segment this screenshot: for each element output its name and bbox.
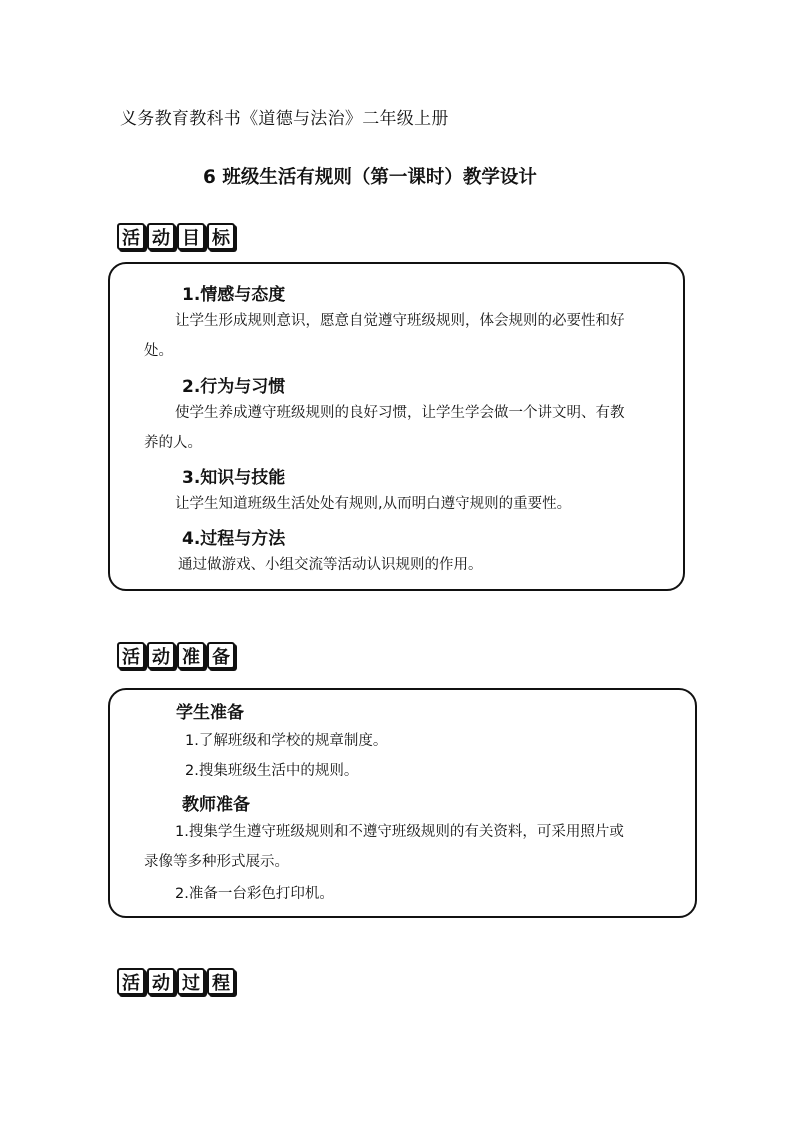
badge-char: 目 <box>177 223 205 250</box>
badge-char: 活 <box>117 968 145 995</box>
document-subtitle: 义务教育教科书《道德与法治》二年级上册 <box>120 109 449 129</box>
badge-char: 动 <box>147 642 175 669</box>
student-prep-heading: 学生准备 <box>176 703 244 723</box>
badge-char: 程 <box>207 968 235 995</box>
badge-char: 动 <box>147 968 175 995</box>
objective-text-2a: 使学生养成遵守班级规则的良好习惯，让学生学会做一个讲文明、有教 <box>175 405 625 421</box>
student-prep-item-1: 1.了解班级和学校的规章制度。 <box>185 733 388 749</box>
objective-heading-2: 2.行为与习惯 <box>182 377 286 397</box>
document-title: 6 班级生活有规则（第一课时）教学设计 <box>203 167 537 188</box>
objective-heading-4: 4.过程与方法 <box>182 529 286 549</box>
objective-heading-1: 1.情感与态度 <box>182 285 286 305</box>
badge-char: 标 <box>207 223 235 250</box>
section-badge-objectives <box>117 223 235 251</box>
objective-text-3: 让学生知道班级生活处处有规则,从而明白遵守规则的重要性。 <box>175 496 572 512</box>
objective-text-1b: 处。 <box>144 343 173 359</box>
objective-text-2b: 养的人。 <box>144 435 202 451</box>
teacher-prep-item-1a: 1.搜集学生遵守班级规则和不遵守班级规则的有关资料，可采用照片或 <box>175 824 624 840</box>
teacher-prep-item-1b: 录像等多种形式展示。 <box>144 854 289 870</box>
section-badge-process <box>117 968 235 996</box>
badge-char: 活 <box>117 642 145 669</box>
badge-char: 过 <box>177 968 205 995</box>
objective-text-1a: 让学生形成规则意识，愿意自觉遵守班级规则，体会规则的必要性和好 <box>175 313 625 329</box>
teacher-prep-item-2: 2.准备一台彩色打印机。 <box>175 886 334 902</box>
section-badge-preparation <box>117 642 235 670</box>
badge-char: 备 <box>207 642 235 669</box>
badge-char: 活 <box>117 223 145 250</box>
badge-char: 动 <box>147 223 175 250</box>
student-prep-item-2: 2.搜集班级生活中的规则。 <box>185 763 359 779</box>
teacher-prep-heading: 教师准备 <box>182 795 250 815</box>
objective-text-4: 通过做游戏、小组交流等活动认识规则的作用。 <box>178 557 483 573</box>
badge-char: 准 <box>177 642 205 669</box>
objective-heading-3: 3.知识与技能 <box>182 468 286 488</box>
